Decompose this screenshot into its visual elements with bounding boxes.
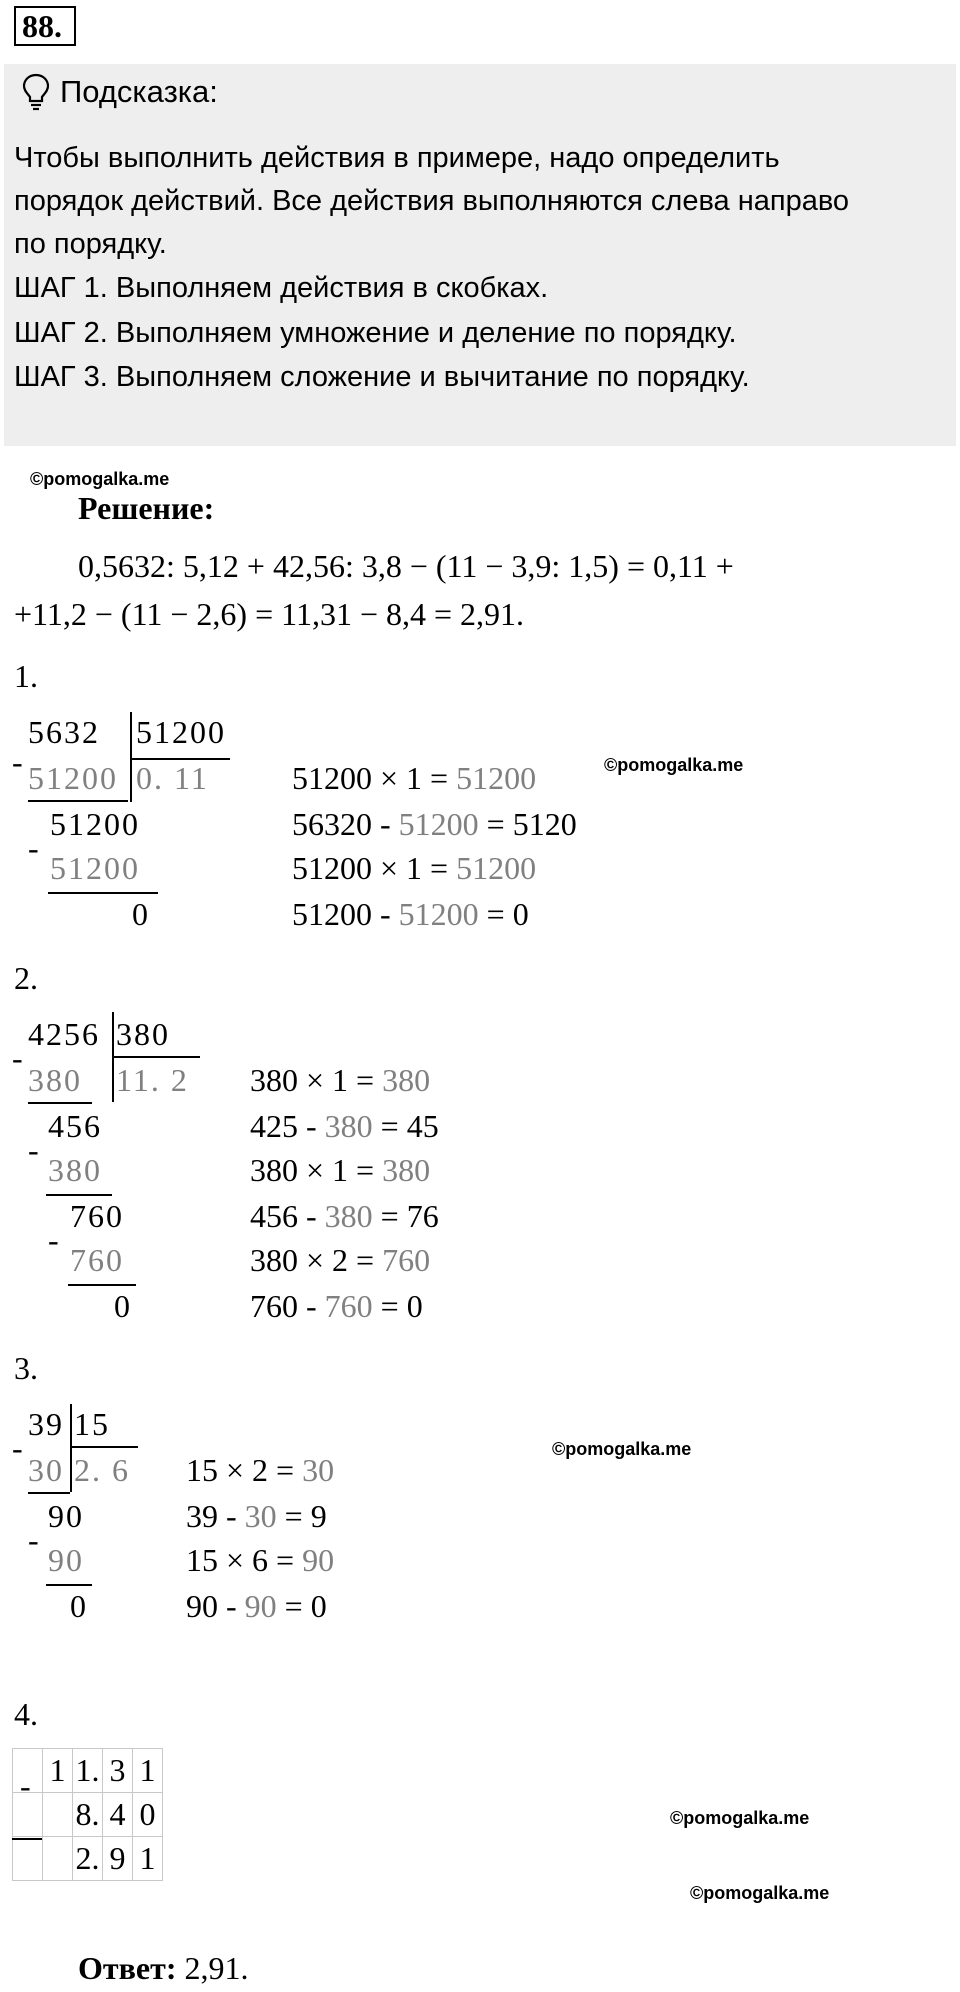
table-cell: 8. [73,1793,103,1837]
division-2-remainder: 760 [70,1198,124,1234]
table-row [13,1749,163,1793]
table-cell [43,1793,73,1837]
hint-step-1 [14,272,548,305]
watermark: ©pomogalka.me [604,755,744,775]
minus-sign: - [28,1522,39,1558]
division-2-note: 380 × 2 = 760 [250,1242,431,1278]
minus-sign: - [12,744,23,780]
answer-label: Ответ: [78,1950,177,1986]
step-label: ШАГ 1. [14,272,108,304]
division-3-remainder: 90 [48,1498,84,1534]
hint-line: порядок действий. Все действия выполняются слева направо [14,185,850,217]
solution-expression-line-2: +11,2 − (11 − 2,6) = 11,31 − 8,4 = 2,91. [14,596,525,632]
division-1-label: 1. [14,658,38,694]
watermark: ©pomogalka.me [552,1439,692,1459]
hint-line: Чтобы выполнить действия в примере, надо определить [14,142,780,174]
division-1-subtrahend: 51200 [28,760,118,796]
division-1-remainder: 51200 [50,806,140,842]
division-3-label: 3. [14,1350,38,1386]
table-cell: 4 [103,1793,133,1837]
hint-step-2 [14,317,737,350]
division-1-quotient: 0. 11 [136,760,209,796]
division-bracket [112,1056,200,1058]
minus-sign: - [12,1430,23,1466]
table-cell: 0 [133,1793,163,1837]
division-3-dividend: 39 [28,1406,64,1442]
division-2-quotient: 11. 2 [116,1062,189,1098]
step-text: Выполняем действия в скобках. [107,272,549,304]
division-bracket [70,1404,72,1492]
table-row [13,1793,163,1837]
division-2-final-remainder: 0 [114,1288,132,1324]
table-cell: 1 [133,1749,163,1793]
watermark: ©pomogalka.me [670,1808,810,1828]
division-2-note: 456 - 380 = 76 [250,1198,439,1234]
minus-sign: - [28,1132,39,1168]
answer [78,1950,248,1987]
division-2-subtrahend: 760 [70,1242,124,1278]
division-3-divisor: 15 [74,1406,110,1442]
table-cell: 1. [73,1749,103,1793]
division-3-subtrahend: 90 [48,1542,84,1578]
task-number: 88. [14,6,76,46]
division-3-final-remainder: 0 [70,1588,88,1624]
table-cell: 1 [133,1837,163,1881]
minus-sign: - [48,1222,59,1258]
table-cell: 3 [103,1749,133,1793]
answer-value: 2,91. [176,1950,249,1986]
table-cell: 9 [103,1837,133,1881]
division-3-note: 15 × 6 = 90 [186,1542,335,1578]
division-1-final-remainder: 0 [132,896,150,932]
division-line [48,892,158,894]
solution-heading: Решение: [78,490,215,526]
division-2-subtrahend: 380 [48,1152,102,1188]
division-2-subtrahend: 380 [28,1062,82,1098]
watermark: ©pomogalka.me [30,469,170,489]
division-2-note: 760 - 760 = 0 [250,1288,423,1324]
table-cell: 2. [73,1837,103,1881]
subtraction-label: 4. [14,1696,38,1732]
step-text: Выполняем сложение и вычитание по порядку. [107,361,750,393]
step-text: Выполняем умножение и деление по порядку. [107,317,737,349]
division-3-note: 15 × 2 = 30 [186,1452,335,1488]
division-2-label: 2. [14,960,38,996]
division-2-note: 380 × 1 = 380 [250,1152,431,1188]
division-1-note: 51200 - 51200 = 0 [292,896,529,932]
division-2-dividend: 4256 [28,1016,100,1052]
division-line [46,1584,92,1586]
minus-sign: - [12,1040,23,1076]
subtraction-table [12,1748,163,1881]
division-line [68,1284,136,1286]
division-line [28,1102,92,1104]
table-row [13,1837,163,1881]
step-label: ШАГ 3. [14,361,108,393]
division-line [28,800,128,802]
division-bracket [70,1446,138,1448]
watermark: ©pomogalka.me [690,1883,830,1903]
hint-step-3 [14,361,750,394]
step-label: ШАГ 2. [14,317,108,349]
division-line [28,1492,70,1494]
division-3-note: 90 - 90 = 0 [186,1588,327,1624]
division-2-divisor: 380 [116,1016,170,1052]
division-line [46,1194,112,1196]
table-cell: 1 [43,1749,73,1793]
division-3-note: 39 - 30 = 9 [186,1498,327,1534]
division-1-divisor: 51200 [136,714,226,750]
hint-line: по порядку. [14,228,167,260]
division-1-note: 51200 × 1 = 51200 [292,760,537,796]
minus-sign: - [20,1768,31,1804]
solution-expression-line-1: 0,5632: 5,12 + 42,56: 3,8 − (11 − 3,9: 1,5) = 0,11 + [78,548,734,584]
division-bracket [130,712,132,802]
division-3-subtrahend: 30 [28,1452,64,1488]
subtraction-line [12,1838,42,1840]
hint-title: Подсказка: [60,74,218,109]
division-1-note: 56320 - 51200 = 5120 [292,806,577,842]
division-1-dividend: 5632 [28,714,100,750]
division-2-note: 425 - 380 = 45 [250,1108,439,1144]
minus-sign: - [28,830,39,866]
table-cell [43,1837,73,1881]
division-2-note: 380 × 1 = 380 [250,1062,431,1098]
lightbulb-icon [20,72,52,112]
division-2-remainder: 456 [48,1108,102,1144]
table-cell [13,1837,43,1881]
division-1-note: 51200 × 1 = 51200 [292,850,537,886]
division-3-quotient: 2. 6 [74,1452,130,1488]
division-1-subtrahend: 51200 [50,850,140,886]
